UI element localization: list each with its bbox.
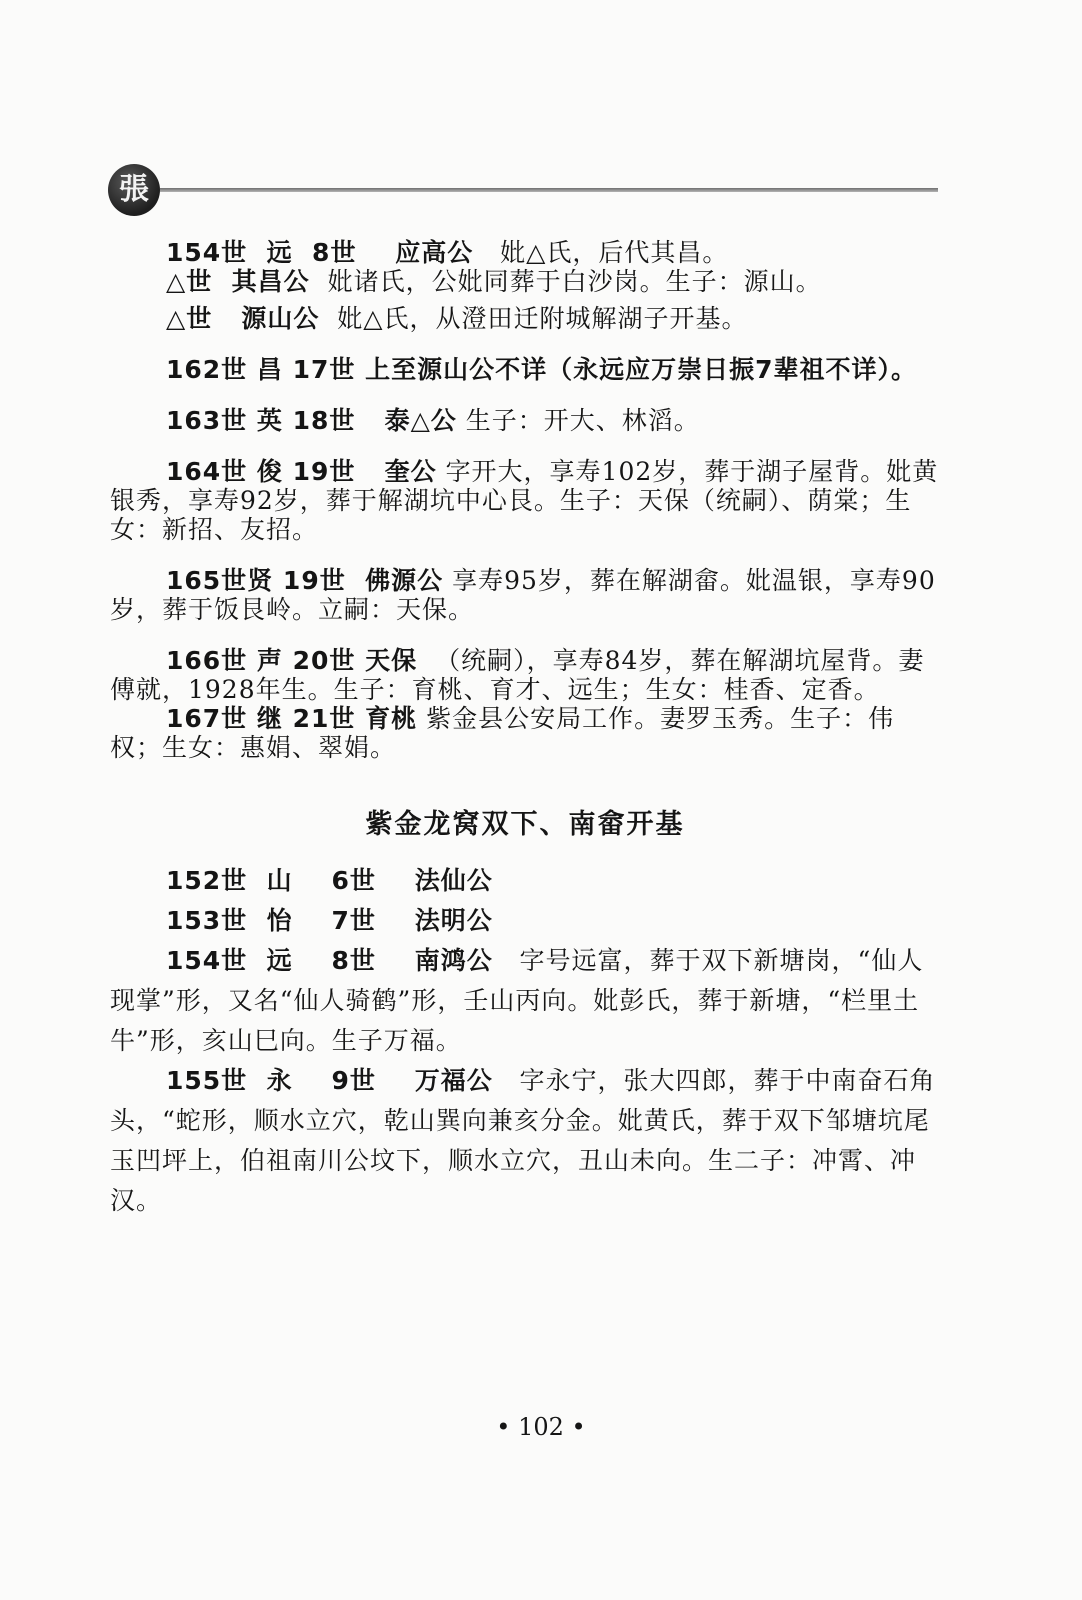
entry-167: 167世 继 21世 育桃 紫金县公安局工作。妻罗玉秀。生子：伟权；生女：惠娟、翠娟。	[110, 704, 895, 762]
entry-heading: 152世 山 6世 法仙公	[166, 866, 493, 895]
genealogy-section-2	[110, 861, 940, 1221]
entry-heading: △世 源山公	[166, 304, 320, 333]
entry-166: 166世 声 20世 天保 （统嗣），享寿84岁，葬在解湖坑屋背。妻傅就，1928年生。生子：育桃、育才、远生；生女：桂香、定香。	[110, 646, 925, 704]
entry-heading: 154世 远 8世 应高公	[166, 238, 474, 267]
entry-heading: 163世 英 18世 泰△公	[166, 406, 457, 435]
entry-154-nanhong: 154世 远 8世 南鸿公 字号远富，葬于双下新塘岗，“仙人现掌”形，又名“仙人骑鹤”形，壬山丙向。妣彭氏，葬于新塘，“栏里土牛”形，亥山巳向。生子万福。	[110, 946, 924, 1055]
entry-heading: 167世 继 21世 育桃	[166, 704, 418, 733]
entry-yuanshan: △世 源山公 妣△氏，从澄田迁附城解湖子开基。	[166, 304, 748, 333]
entry-152-faxian	[110, 861, 940, 901]
entry-162	[110, 355, 940, 384]
page-body	[110, 238, 940, 1221]
entry-heading: 162世 昌 17世 上至源山公不详（永远应万崇日振7辈祖不详）。	[166, 355, 918, 384]
page-number: • 102 •	[496, 1413, 586, 1441]
entry-heading: 153世 怡 7世 法明公	[166, 906, 493, 935]
header-rule	[160, 188, 938, 192]
entry-155-wanfu: 155世 永 9世 万福公 字永宁，张大四郎，葬于中南奋石角头，“蛇形，顺水立穴，乾山巽向兼亥分金。妣黄氏，葬于双下邹塘坑尾玉凹坪上，伯祖南川公坟下，顺水立穴，丑山未向。生二子：冲霄、冲汉。	[110, 1066, 936, 1215]
entry-163: 163世 英 18世 泰△公 生子：开大、林滔。	[166, 406, 700, 435]
page-header	[108, 164, 938, 220]
zhang-seal-logo: 張	[108, 164, 160, 216]
entry-heading: 165世贤 19世 佛源公	[166, 566, 444, 595]
entry-heading: 164世 俊 19世 奎公	[166, 457, 437, 486]
entry-qichang: △世 其昌公 妣诸氏，公妣同葬于白沙岗。生子：源山。	[166, 267, 822, 296]
entry-heading: 154世 远 8世 南鸿公	[166, 946, 493, 975]
entry-heading: 166世 声 20世 天保	[166, 646, 418, 675]
entry-165: 165世贤 19世 佛源公 享寿95岁，葬在解湖畲。妣温银，享寿90岁，葬于饭艮岭。立嗣：天保。	[110, 566, 936, 624]
entry-heading: 155世 永 9世 万福公	[166, 1066, 493, 1095]
entry-153-faming	[110, 901, 940, 941]
section-title: 紫金龙窝双下、南畲开基	[365, 809, 685, 840]
genealogy-section-1	[110, 238, 940, 762]
entry-heading: △世 其昌公	[166, 267, 310, 296]
entry-154-yinggao: 154世 远 8世 应高公 妣△氏，后代其昌。	[166, 238, 729, 267]
entry-164: 164世 俊 19世 奎公 字开大，享寿102岁，葬于湖子屋背。妣黄银秀，享寿92岁，葬于解湖坑中心艮。生子：天保（统嗣）、荫棠；生女：新招、友招。	[110, 457, 939, 544]
